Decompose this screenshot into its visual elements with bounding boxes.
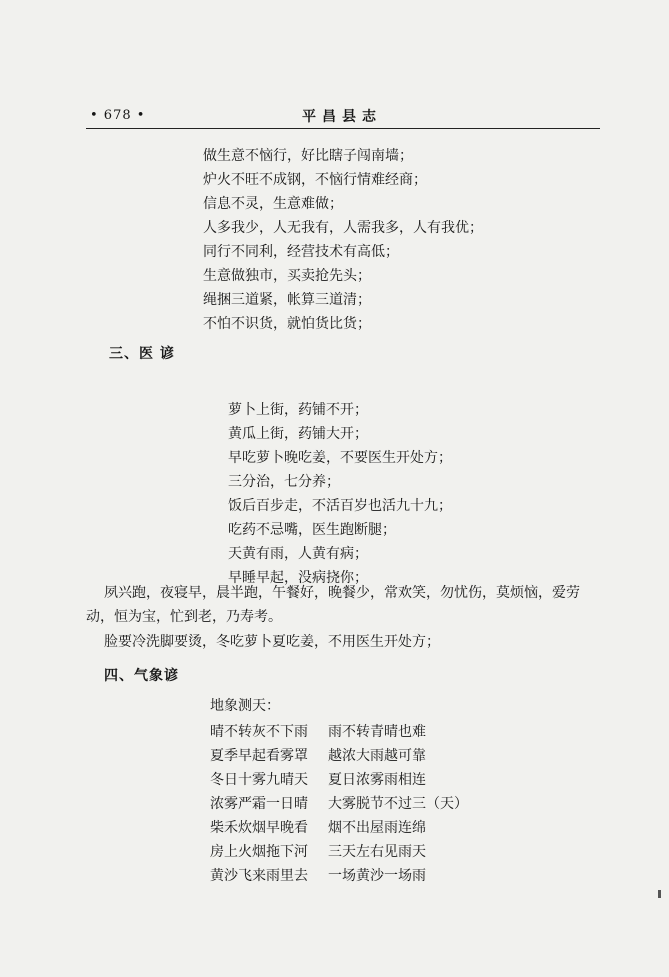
business-proverbs-list (203, 144, 483, 336)
running-title: 平昌县志 (302, 109, 382, 125)
proverb-line: 同行不同利，经营技术有高低； (203, 244, 399, 260)
header-rule (86, 128, 600, 129)
weather-proverbs-table (210, 720, 468, 888)
weather-proverb-right: 雨不转青晴也难 (328, 724, 426, 740)
weather-subheading: 地象测天： (210, 698, 280, 714)
proverb-line: 生意做独市，买卖抢先头； (203, 268, 371, 284)
proverb-line: 做生意不恼行，好比瞎子闯南墙； (203, 148, 413, 164)
weather-proverb-right: 烟不出屋雨连绵 (328, 820, 426, 836)
proverb-line: 不怕不识货，就怕货比货； (203, 316, 371, 332)
medical-proverbs-list (228, 398, 452, 590)
proverb-line: 饭后百步走，不活百岁也活九十九； (228, 498, 452, 514)
weather-row (210, 864, 468, 888)
weather-row (210, 840, 468, 864)
proverb-line: 萝卜上街，药铺不开； (228, 402, 368, 418)
weather-row (210, 792, 468, 816)
weather-row (210, 768, 468, 792)
weather-row (210, 720, 468, 744)
page-number: • 678 • (90, 108, 146, 123)
weather-proverb-left: 房上火烟拖下河 (210, 844, 308, 860)
weather-proverb-left: 夏季早起看雾罩 (210, 748, 308, 764)
health-paragraph: 夙兴跑，夜寝早，晨半跑，午餐好，晚餐少，常欢笑，勿忧伤，莫烦恼，爱劳动，恒为宝，忙到老，乃寿考。 (86, 585, 580, 625)
weather-proverb-left: 晴不转灰不下雨 (210, 724, 308, 740)
weather-proverb-right: 越浓大雨越可靠 (328, 748, 426, 764)
proverb-line: 三分治，七分养； (228, 474, 340, 490)
section-heading-medical: 三、医 谚 (109, 346, 175, 362)
section-heading-weather: 四、气象谚 (104, 668, 179, 684)
scan-speck (658, 890, 661, 898)
proverb-line: 炉火不旺不成钢，不恼行情难经商； (203, 172, 427, 188)
weather-row (210, 744, 468, 768)
weather-proverb-right: 大雾脱节不过三（天） (328, 796, 468, 812)
proverb-line: 人多我少，人无我有，人需我多，人有我优； (203, 220, 483, 236)
weather-proverb-left: 冬日十雾九晴天 (210, 772, 308, 788)
weather-row (210, 816, 468, 840)
weather-proverb-right: 夏日浓雾雨相连 (328, 772, 426, 788)
weather-proverb-right: 一场黄沙一场雨 (328, 868, 426, 884)
weather-proverb-left: 柴禾炊烟早晚看 (210, 820, 308, 836)
proverb-line: 绳捆三道紧，帐算三道清； (203, 292, 371, 308)
weather-proverb-left: 浓雾严霜一日晴 (210, 796, 308, 812)
weather-proverb-right: 三天左右见雨天 (328, 844, 426, 860)
proverb-line: 黄瓜上街，药铺大开； (228, 426, 368, 442)
proverb-line: 吃药不忌嘴，医生跑断腿； (228, 522, 396, 538)
proverb-line: 信息不灵，生意难做； (203, 196, 343, 212)
proverb-line: 早吃萝卜晚吃姜，不要医生开处方； (228, 450, 452, 466)
proverb-line: 早睡早起，没病挠你； (228, 570, 368, 586)
health-paragraph-short: 脸要冷洗脚要烫，冬吃萝卜夏吃姜，不用医生开处方； (104, 634, 440, 650)
weather-proverb-left: 黄沙飞来雨里去 (210, 868, 308, 884)
proverb-line: 天黄有雨，人黄有病； (228, 546, 368, 562)
